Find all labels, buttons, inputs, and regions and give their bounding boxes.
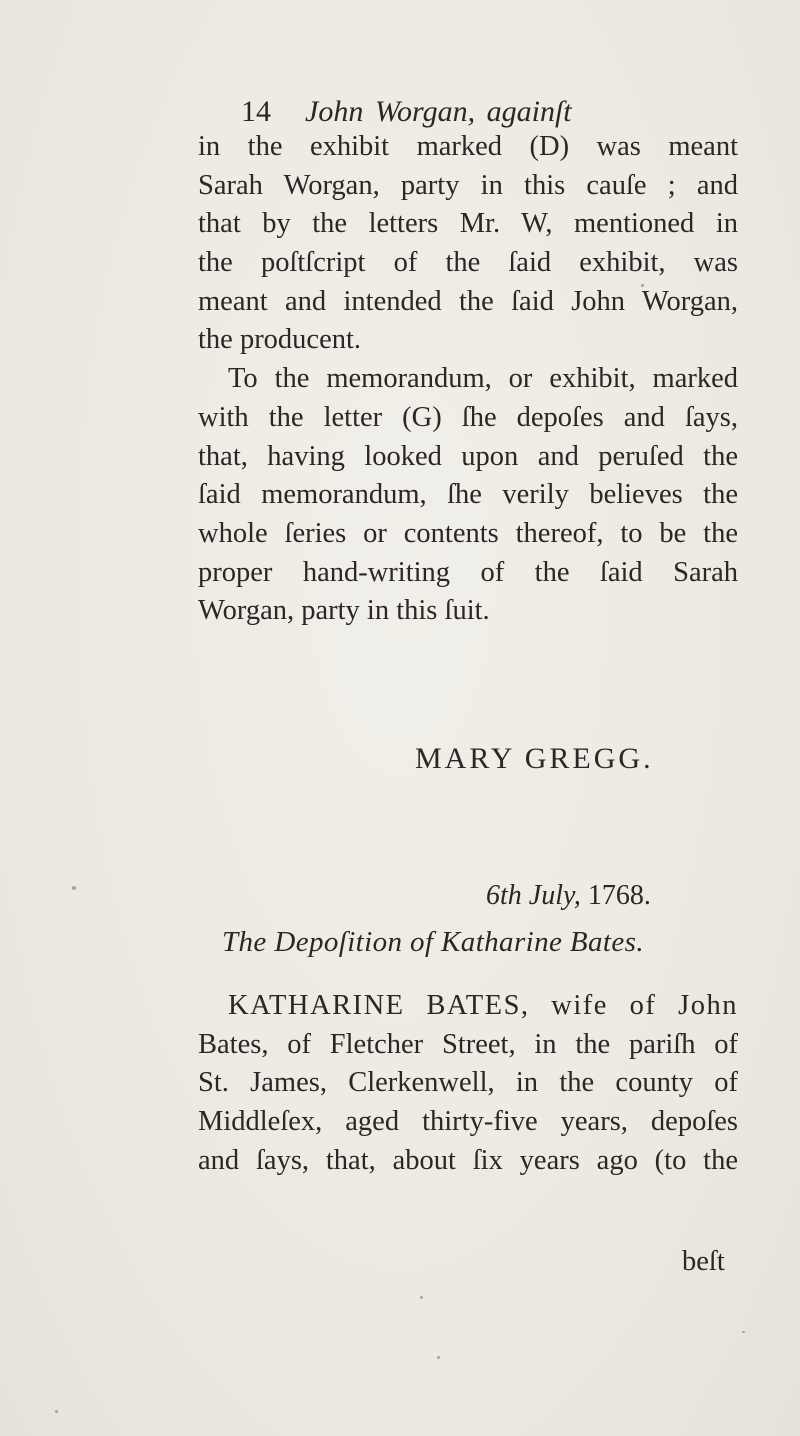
- dateline: [486, 880, 651, 912]
- ink-speck: [420, 1296, 423, 1299]
- running-title: John Worgan, againſt: [305, 95, 572, 128]
- ink-speck: [742, 1331, 745, 1333]
- date-year: 1768.: [587, 880, 651, 911]
- text-line: Sarah Worgan, party in this cauſe ; and: [198, 169, 738, 201]
- text-line: the producent.: [198, 324, 362, 356]
- date-month: July,: [528, 880, 581, 911]
- text-line: that by the letters Mr. W, mentioned in: [198, 208, 738, 240]
- text-line: Bates, of Fletcher Street, in the pariſh of: [198, 1028, 738, 1060]
- ink-speck: [72, 886, 76, 890]
- paragraph-1: [198, 128, 738, 631]
- text-line: the poſtſcript of the ſaid exhibit, was: [198, 247, 738, 279]
- text-line: and ſays, that, about ſix years ago (to the: [198, 1144, 738, 1176]
- text-line: To the memorandum, or exhibit, marked: [228, 363, 738, 395]
- catchword: beſt: [682, 1246, 725, 1277]
- text-line: KATHARINE BATES, wife of John: [228, 990, 738, 1021]
- text-line: Worgan, party in this ſuit.: [198, 595, 490, 627]
- text-line: proper hand-writing of the ſaid Sarah: [198, 556, 738, 588]
- text-line: that, having looked upon and peruſed the: [198, 440, 738, 472]
- signature: MARY GREGG.: [415, 742, 654, 775]
- paragraph-3: [198, 987, 738, 1180]
- text-line: with the letter (G) ſhe depoſes and ſays,: [198, 401, 738, 433]
- text-line: in the exhibit marked (D) was meant: [198, 131, 738, 162]
- ink-speck: [55, 1410, 58, 1413]
- date-day: 6th: [486, 880, 522, 911]
- text-line: Middleſex, aged thirty-five years, depoſes: [198, 1106, 738, 1138]
- page-number: 14: [241, 95, 271, 128]
- text-line: ſaid memorandum, ſhe verily believes the: [198, 479, 738, 511]
- section-heading: The Depoſition of Katharine Bates.: [222, 926, 644, 958]
- text-line: St. James, Clerkenwell, in the county of: [198, 1067, 738, 1099]
- text-line: whole ſeries or contents thereof, to be the: [198, 517, 738, 549]
- ink-speck: [437, 1356, 440, 1359]
- text-line: meant and intended the ſaid John Worgan,: [198, 285, 738, 317]
